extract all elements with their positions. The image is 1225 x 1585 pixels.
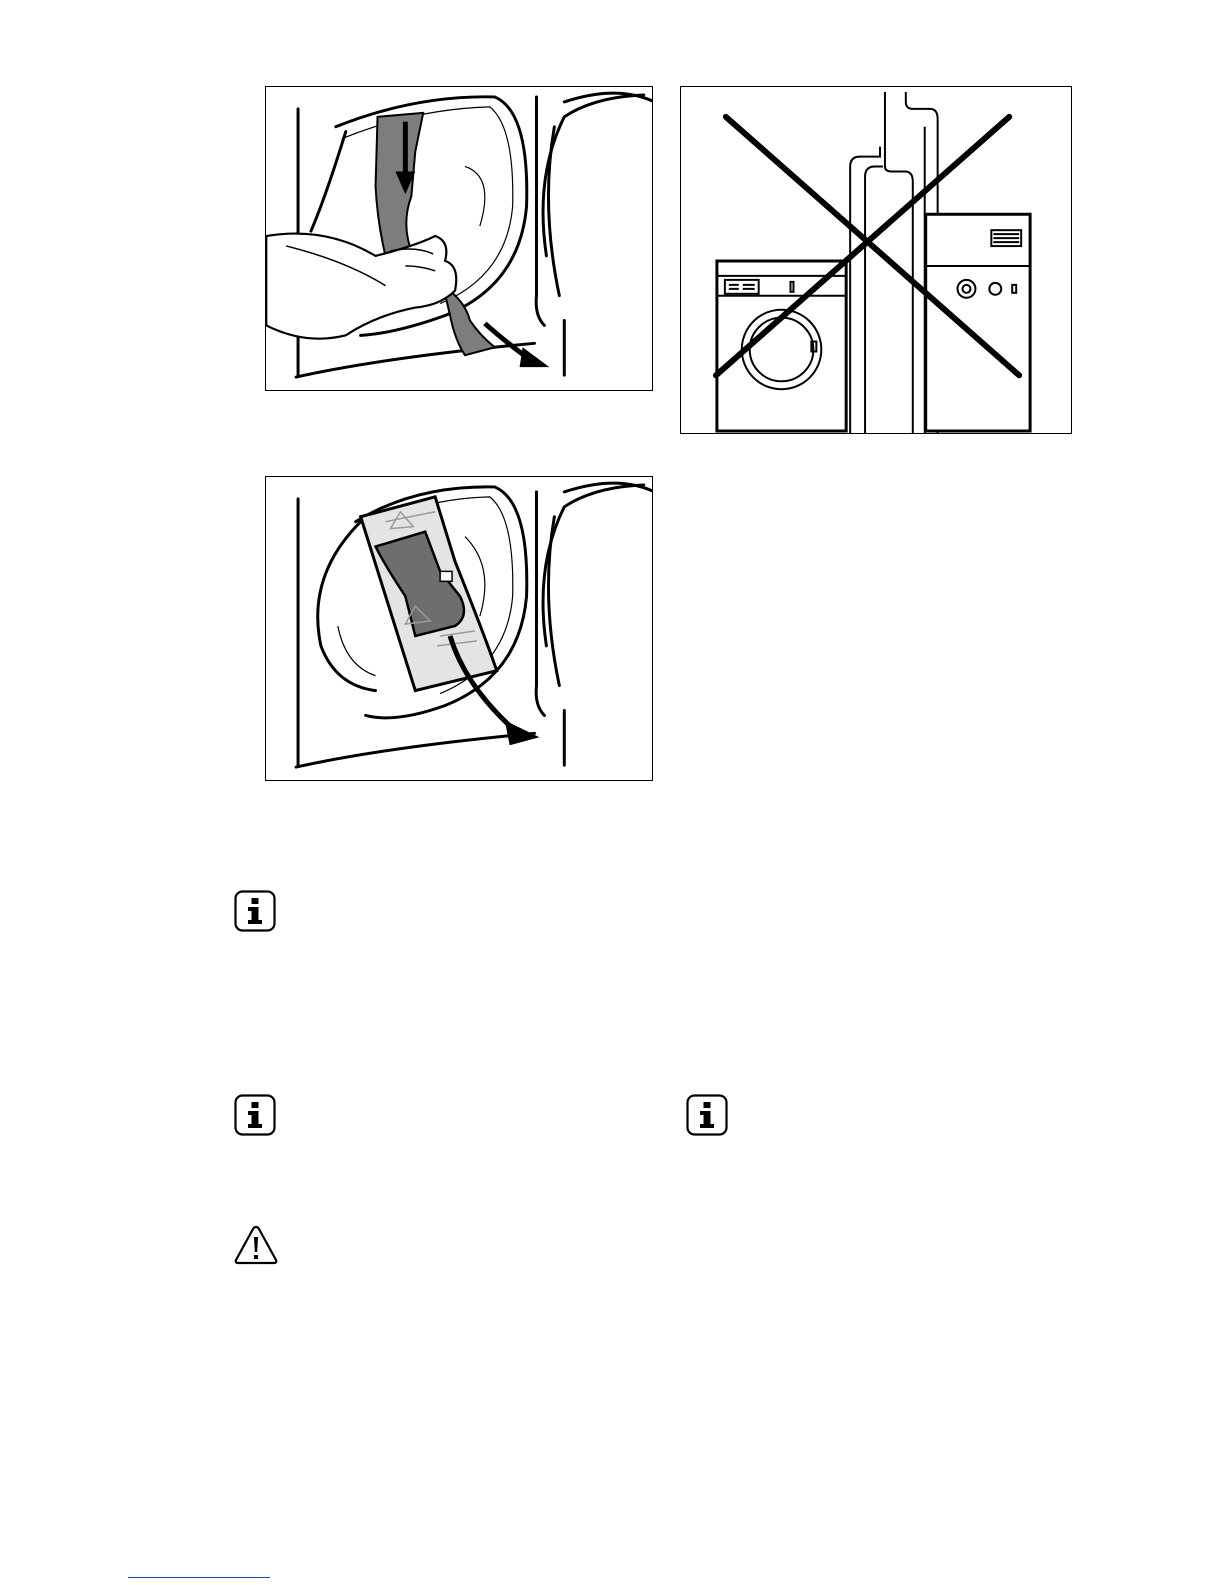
illustration-do-not-stack <box>680 86 1072 434</box>
dryer-film-drawing <box>266 477 652 780</box>
info-icon <box>234 1094 276 1136</box>
illustration-pull-out-film <box>265 476 653 781</box>
illustration-remove-transport-bag <box>265 86 653 391</box>
warning-icon <box>234 1224 278 1266</box>
dryer-drum-drawing <box>266 87 652 390</box>
info-icon <box>686 1094 728 1136</box>
crossed-out-stacking-drawing <box>681 87 1071 433</box>
info-icon <box>234 890 276 932</box>
footer-link-underline <box>128 1577 270 1578</box>
